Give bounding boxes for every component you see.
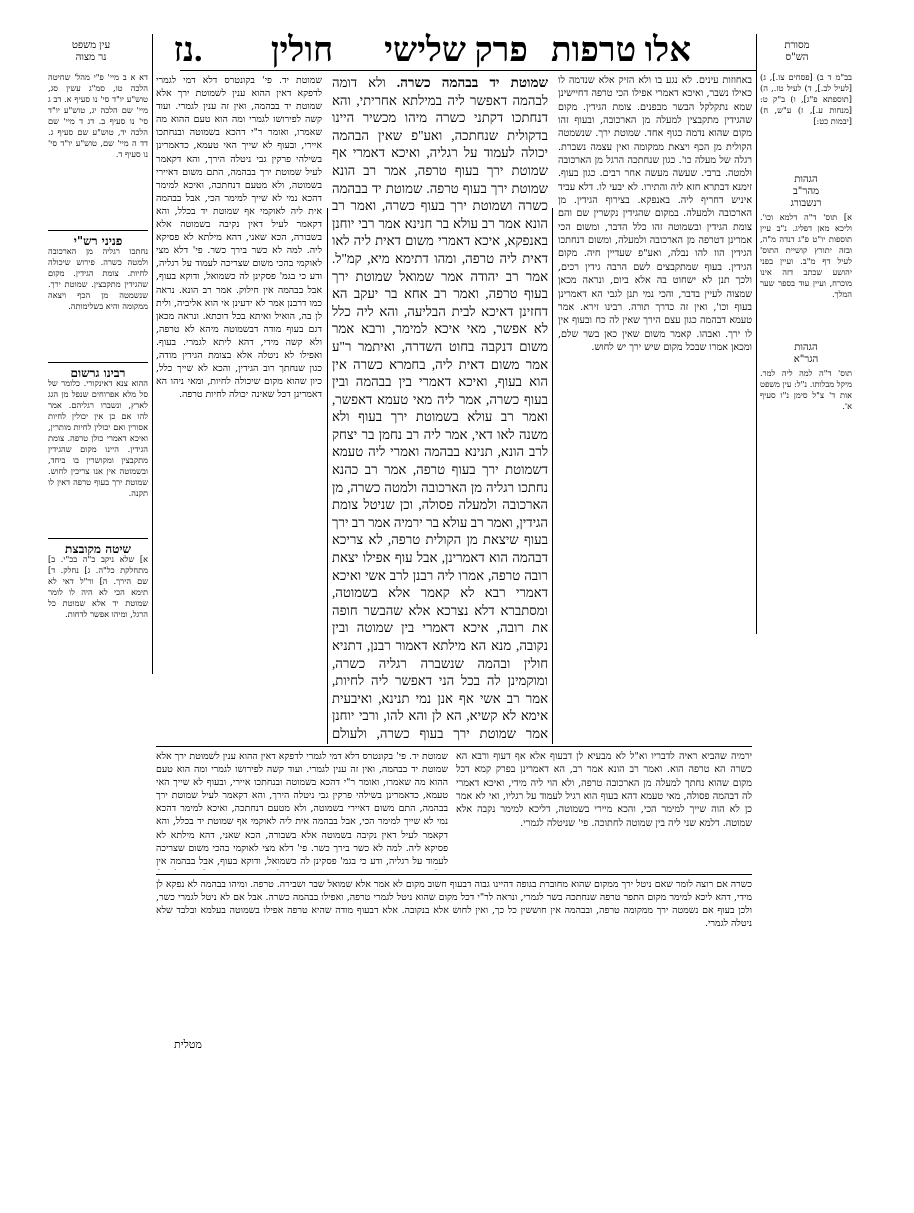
- gemara-main-text: [332, 74, 548, 742]
- rule-gemara-tosafot: [327, 208, 328, 744]
- gemara-opening-phrase: שמוטת יד בבהמה כשרה.: [396, 75, 548, 90]
- rule-right-margin: [756, 34, 757, 634]
- footer-rule: [156, 874, 752, 875]
- shita-mekubetzet-text: א] שלא ניקב כ"ה בכ"י. ב] מתחלקת כל"ה. ג] נחלק. ד] שם הירך. ה] ור"ל דאי לא תימא הכי לא היה לו לומר שמוטת יד אלא שמוטת כל הרגל, ומיהו אפשר לדחות.: [48, 554, 148, 619]
- hagahot-gra-text: תוס' ד"ה למה ליה למר. מיקל מבלותו. נ"ל: עין משפט אות ד' צ"ל סימן נ"ו סעיף א'.: [760, 368, 852, 411]
- tosafot-commentary: שמוטת יד. פי' בקונטרס דלא דמי לגמרי לדפקא דאין ההוא ענין לשמוטת ירך אלא שמוטת יד בבהמה, ואין זה ענין לגמרי. ועוד קשה לפירושו לגמרי ומה הוא טעם ההוא מה שאמרו, ואומר ר"י דהכא בשמוטה ובנחתכו איירי, ובעוף לא שייך האי טעמא, כדאמרינן בשילהי פרקין גבי ניטלה הירך, והא דקאמר לעיל שמוטת ירך בבהמה, התם משום דאיירי בשמוטה, ולא מטעם דנחתכה, ואיכא למימר דהכא נמי לא שייך למימר הכי, אבל בבהמה אית ליה לאוקמי אף שמוטת יד בכלל, והא דקאמר לעיל דאין נקיבה בשמוטה אלא בשבורה, הכא שאני, דהא מילתא לא פסיקא ליה. למה לא כשר בירך כשר. פי' דלא מצי לאוקמי בהכי משום שצריכה לעמוד על רגליה, ודע כי בגמ' פסקינן לה כשמואל, ודוקא בעוף, אבל בבהמה אין חילוק. אמר רב הונא. נראה כמו דרבנן אמר לא ידעינן אי הוא אליביה, ולית לן בה, הואיל ואיתא בכל דוכתא. ונראה מכאן דגם בעוף מודה דבשמוטה מיהא לא טרפה, ולא קשה מידי, דהא ליתא לגמרי. בעוף. ואפילו לא ניטלה אלא בצומת הגידין מודה, כגון שנחתך רוב הגידין, והכא לא שייך כלל, כיון שהוא מקום שיכולה לחיות, ומאי ניהו הא דאמרינן דכל שאינה יכולה לחיות טרפה.: [156, 75, 322, 401]
- tosafot-continuation-top: שמוטת יד. פי' בקונטרס דלא דמי לגמרי לדפקא דאין ההוא ענין לשמוטת ירך אלא שמוטת יד בבהמה, ואין זה ענין לגמרי. ועוד קשה לפירושו לגמרי ומה הוא טעם ההוא מה שאמרו, ואומר ר"י דהכא בשמוטה ובנחתכו איירי, ובעוף לא שייך האי טעמא, כדאמרינן בשילהי פרקין גבי ניטלה הירך, והא דקאמר לעיל שמוטת ירך בבהמה, התם משום דאיירי בשמוטה, ולא מטעם דנחתכה, ואיכא למימר דהכא נמי לא שייך למימר הכי, אבל בבהמה אית ליה לאוקמי אף שמוטת יד בכלל, והא דקאמר לעיל דאין נקיבה בשמוטה אלא בשבורה, הכא שאני, דהא מילתא לא פסיקא ליה. למה לא כשר בירך כשר. פי' דלא מצי לאוקמי בהכי משום שצריכה לעמוד על רגליה, ודע כי בגמ' פסקינן לה כשמואל, ודוקא בעוף, אבל בבהמה אין: [156, 751, 448, 867]
- rashi-continuation: ירמיה שהביא ראיה לדבריו וא"ל לא מבעיא לן דבעוף אלא אף דעוף ורבא הא כשרה הא טרפה הוא. ואמר רב הונא אמר רב, הא דאמרינן בפרק קמא דכל מקום שהוא נחתך למעלה מן הארכובה טרפה, ולא הוי ליה מידי, ואיכא דאמרי לה דבהמה פסולה, מאי טעמא דהא בעוף הוא רגיל לעמוד על רגליו, ואי לא אמר כן לא הוה שייך למימר הכי, והכא מיירי בשמוטה, דליכא למימר נקבה אלא שמוטה. דלמא שני ליה בין שמוטה לחתוכה. פי' שניטלה לגמרי.: [456, 751, 752, 829]
- hagahot-maharab-text: א] תוס' ד"ה דלמא וכו'. וליכא מאן דפליג. נ"ב עיין תוספות יו"ט פ"ג דנדה מ"ה, ובזה יתורץ קושיית התוס' לעיל דף מ"ב. ועיין בפני יהושע שכתב דזה אינו מוכרח, ועיין עוד בספר שער המלך.: [760, 212, 852, 299]
- rabbeinu-gershom-title: רבינו גרשום: [48, 362, 148, 381]
- hagahot-maharab-title: הגהות מהר"ב רנשבורג: [790, 174, 822, 209]
- gemara-body: ולא דומה לבהמה דאפשר ליה במילתא אחריתי, והא דנחתכו דקתני כשרה מיהו מכשיר היינו בדקולית שנחתכה, ואע"פ שאין הבהמה יכולה לעמוד על רגליה, ואיכא דאמרי אף שמוטת ירך בעוף טרפה, אמר רב הונא שמוטת ירך בעוף טרפה. שמוטת יד בבהמה כשרה ושמוטת ירך בעוף כשרה, ואמר רב הונא אמר רב עולא בר חנינא אמר רבי יוחנן באנפקא, איכא דאמרי משום דאית ליה לאו דאית ליה טרפה, ומהו דתימא מיא, קמ"ל. אמר רב יהודה אמר שמואל שמוטת ירך בעוף טרפה, ואמר רב אחא בר יעקב הא דחזינן דאיכא לבית הבליעה, והא ליה כלל לא אפשר, מאי איכא למימר, ורבא אמר משום דנקבה בחוט השדרה, ואיתמר ר"ע אמר משום דאית ליה, בחמרא כשרה אין הוא בעוף, ואיכא דאמרי בין בבהמה ובין בעוף כשרה, אמר ליה מאי טעמא דאפשר, ואמר רב עולא בשמוטת ירך בעוף ולא משנה לאו דאי, אמר ליה רב נחמן בר יצחק לרב הונא, תנינא בבהמה ואמרי ליה טעמא דשמוטת ירך בעוף טרפה, אמר רב כהנא נחתכו רגליה מן הארכובה ולמטה כשרה, מן הארכובה ולמעלה פסולה, וכן שניטל צומת הגידין, ואמר רב עולא בר ירמיה אמר רב ירך בעוף שיצאת מן הקולית טרפה, לא צריכא דבהמה הוא דאמרינן, אבל עוף אפילו יצאת רובה טרפה, אמרו ליה רבנן לרב אשי ואיכא דאמרי רבא לא קאמר אלא בשמוטה, ומסתברא דלא נצרכא אלא שהבשר חופה את רובה, איכא דאמרי בין שמוטה ובין נקובה, מנא הא מילתא דאמור רבנן, דתניא חולין ובהמה שנשברה רגליה כשרה, ומוקמינן לה בכל הני דאפשר ליה לחיות, אמר רב אשי אף אנן נמי תנינא, ואיבעית אימא לא קשיא, הא לן והא להו, ורבי יוחנן אמר שמוטת ירך בעוף כשרה, ולעולם: [332, 75, 548, 741]
- rabbeinu-gershom-text: ההוא צנא דאינקורי. כלומר של סל מלא אפרוחים שנפל מן הגג לארץ, ונשברו רגליהם. אמר להו אם כן אין יכולין לחיות אסורין ואם יכולין לחיות מותרין, ואיכא דאמרי כולן טרפה. צומת הגידין. היינו מקום שהגידין מתקבצין ומקושרין בו ביחד, ובשמוטה אין אנו צריכין לחוש. שמוטת ירך בעוף טרפה דאין לו תקנה.: [48, 378, 148, 498]
- penei-rashi-title: פניני רש"י: [48, 230, 148, 249]
- tractate-title: חולין: [270, 32, 334, 69]
- catchword: מטלית: [174, 1038, 202, 1051]
- tosafot-bottom-commentary: כשרה אם רוצה לומר שאם ניטל ירך ממקום שהוא מחוברת בגופה דהיינו גבוה דבעוף חשוב מקום לא אמר אלא שמואל שבר ושבירה. טרפה. ומיהו בבהמה לא נפקא לן מידי, דהא ליכא למימר מקום התפר טרפה שנחתכה בשר לגמרי, ונראה לר"י דכל מקום שהוא ניטל לגמרי טרפה, ואפילו בבהמה כשרה. אבל אם לא ניטל לגמרי כשר, ולכן בעוף אם נשמטה ירך ממקומה טרפה, ובבהמה אין חוששין כל כך, ואין לחוש אלא בנקובה. אלא דבעוף מודה שהיא טרפה אפילו בשמוטה בעלמא ובלבד שלא ניטלה לגמרי.: [156, 879, 752, 930]
- rule-rashi-gemara: [552, 208, 553, 744]
- top-rule: [180, 70, 756, 71]
- hagahot-gra-title: הגהות הגר"א: [793, 342, 819, 365]
- penei-rashi-text: נחתכו רגליה מן הארכובה ולמטה כשרה. פירוש שיכולה לחיות. צומת הגידין. מקום שהגידין מתקבצין. שמוטת ירך. שנשמטה מן הכף ויצאה ממקומה והיא בשלימותה.: [48, 246, 148, 311]
- rule-left-margin: [152, 34, 153, 674]
- ein-mishpat-header: עין משפט נר מצוה: [71, 40, 111, 63]
- chapter-name-title: אלו טרפות: [550, 32, 692, 69]
- ein-mishpat-text: דא א ב מיי' פ"י מהל' שחיטה הלכה טו, סמ"ג עשין סג, טוש"ע יו"ד סי' נו סעיף א. דב ג מיי' שם הלכה יג, טוש"ע יו"ד סי' נו סעיף ב. דג ד מיי' שם הלכה יד, טוש"ע שם סעיף ג. דד ה מיי' שם, טוש"ע יו"ד סי' נו סעיף ד.: [48, 72, 148, 159]
- masoret-header: מסורת הש"ס: [784, 40, 810, 63]
- bottom-block-rule: [156, 746, 752, 747]
- shita-mekubetzet-title: שיטה מקובצת: [48, 538, 148, 557]
- chapter-number-title: פרק שלישי: [384, 32, 528, 69]
- daf-number: נז.: [173, 32, 203, 69]
- rashi-commentary: באחוזות עינים. לא נגע בו ולא הזיק אלא שנדמה לו כאילו נשבר, ואיכא דאמרי אפילו הכי טרפה דחיישינן שמא נתקלקל הבשר מבפנים. צומת הגידין. מקום שהגידין מתקבצין למעלה מן הארכובה, ובעוף זהו מקום שהוא נדמה כגוף אחד. שמוטת ירך. שנשמטה הקולית מן הכף ויצאת ממקומה ואין עצמה נשברת. רגלה של מעלה כו'. כגון שנחתכה הרגל מן הארכובה ולמטה. ברבי. שעשה מעשה אחר רבים. כגון בעוף. זימנא דבתרא חזא ליה והתירו. לא יבעי לו. דלא עביד איניש דחריף ליה. באנפקא. בצירוף הגידין. מן הארכובה ולמעלה. במקום שהגידין נקשרין שם והם צומת הגידין ובשמוטה זהו כלל הדבר, ומשום הכי אמרינן דטרפה מן הארכובה ולמעלה, ומשום דנחתכו הגידין הוו להו נבלה, ואע"פ שעדיין חיה. מקום הגידין. בעוף שמתקבצים לשם הרבה גידין רכים, ולכך תנן לא ישחוט בה אלא ביום, ונראה מכאן שמצוה לעיין בדבר, והכי נמי תנן לגבי הא דאמרינן בעוף וכו', ואין זה כדרך תורה. רבינו זירא. אמר טעמא דבהמה כגון עצם הירך שאין לה כח ובעוף אין לו ירך. ואבהו. קאמר משום שאין כאן בשר שלם, ומכאן אמרו שבכל מקום שיש ירך יש לחוש.: [558, 75, 752, 353]
- masoret-hashas-text: בב"מ ד ב) [פסחים צו.], ג) [לעיל לב.], ד) לעיל טז., ה) [תוספתא פ"ג], ו) ב"ק ט: [מנחות ע.], ז) ע"ש, ח) [יבמות כט:]: [760, 72, 852, 126]
